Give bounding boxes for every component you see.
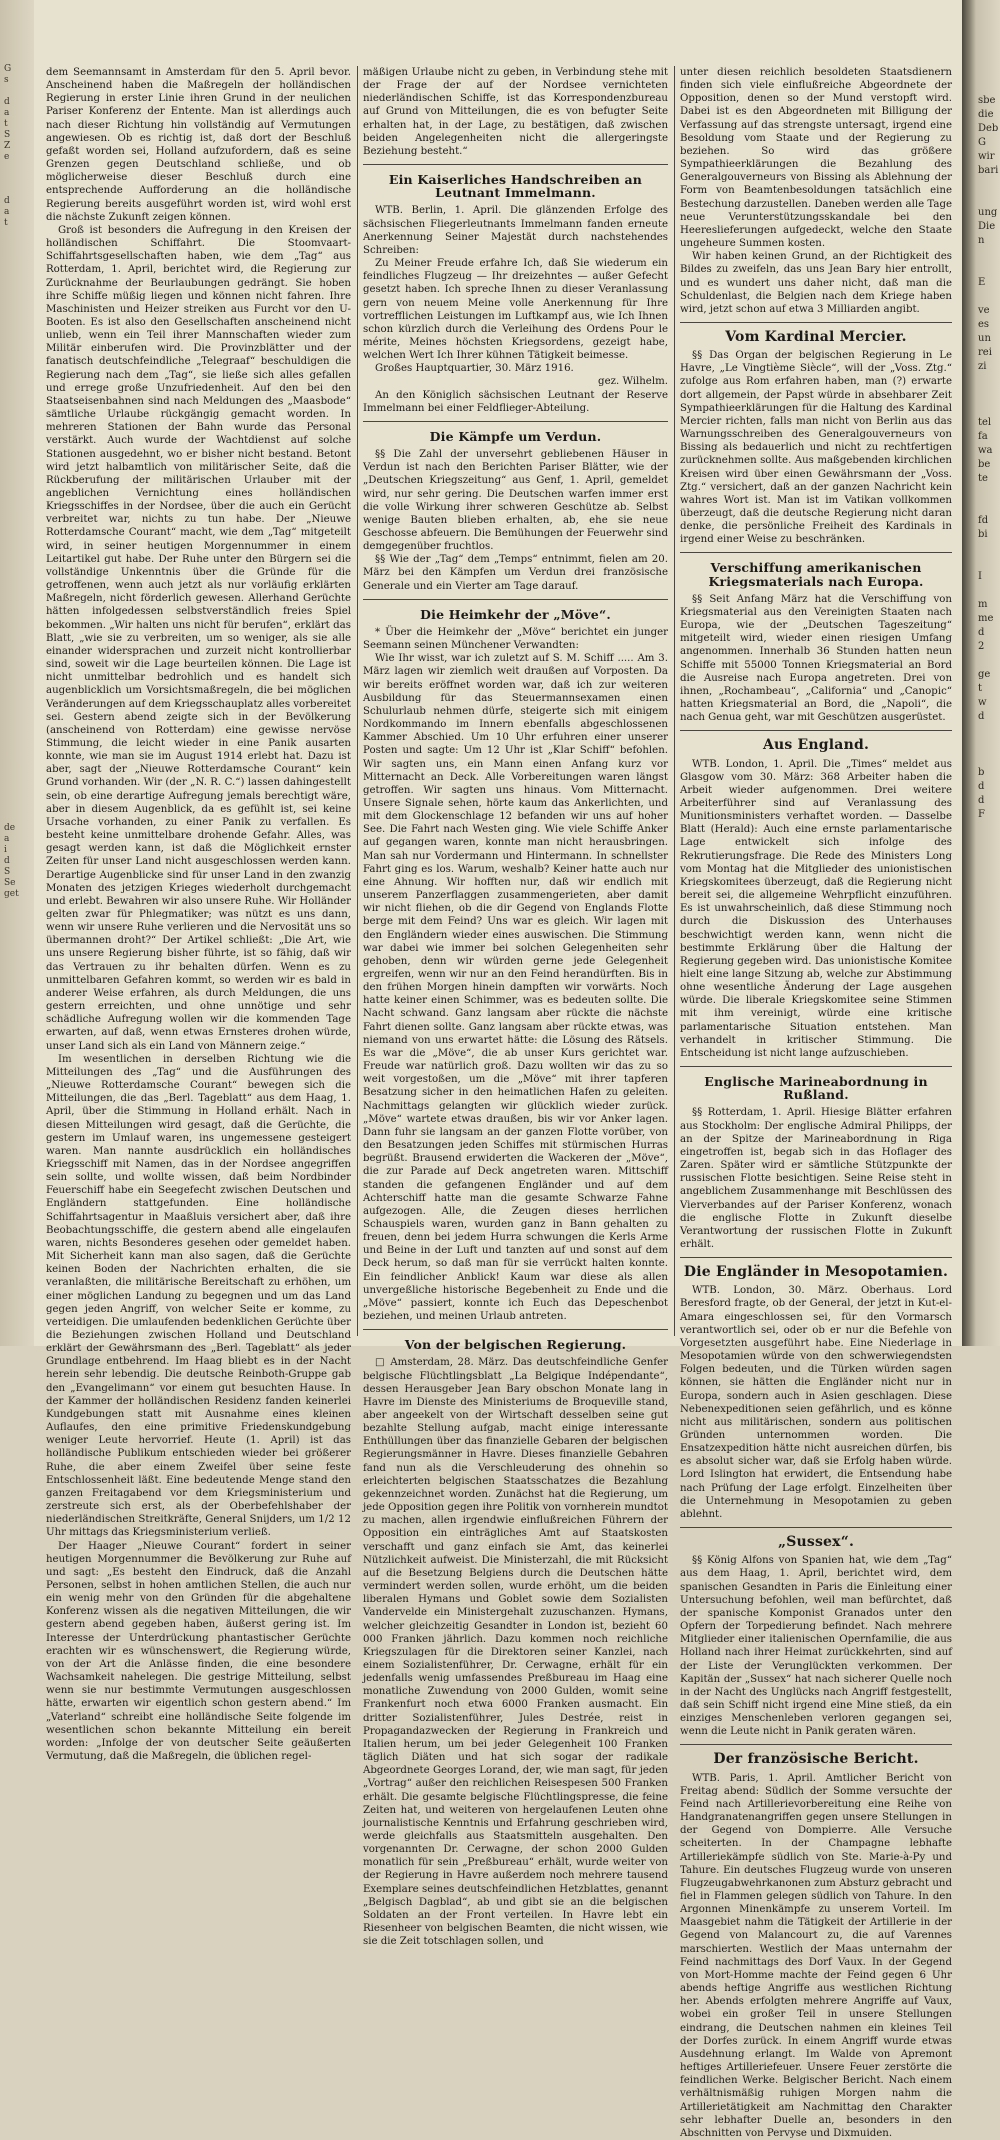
french-report-paragraph: WTB. Paris, 1. April. Amtlicher Bericht von Freitag abend: Südlich der Somme versuchte der Feind nach Artillerievorbereitung eine Reihe von Handgranatenangriffen gegen unsere Stellungen in der Gegend von Dompierre. Alle Versuche scheiterten. In der Champagne lebhafte Artilleriekämpfe südlich von Ste. Marie-à-Py und Tahure. Ein deutsches Flugzeug wurde von unseren Flugzeugabwehrkanonen zum Absturz gebracht und fiel in Flammen gelegen südlich von Tahure. In den Argonnen Minenkämpfe zu unserem Vorteil. Im Maasgebiet nahm die Tätigkeit der Artillerie in der Gegend von Malancourt zu, die auf Varennes marschierten. Westlich der Maas unternahm der Feind nachmittags des Dorf Vaux. In der Gegend von Mort-Homme machte der Feind gegen 6 Uhr abends heftige Angriffe aus westlichen Richtung her. Abends erfolgten mehrere Angriffe auf Vaux, wobei ein großer Teil in unsere Stellungen eindrang, die Deutschen nahmen ein kleines Teil der Dorfes zurück. In einem Angriff wurde etwas Ausdehnung erlangt. Im Walde von Apremont heftiges Artilleriefeuer. Unsere Feuer zerstörte die feindlichen Werke. Belgischer Bericht. Nach einem verhältnismäßig ruhigen Morgen nahm die Artillerietätigkeit am Nachmittag den Charakter sehr lebhafter Duelle an, besonders in den Abschnitten von Pervyse und Dixmuiden. [680,1772,952,2139]
col1-paragraph-2: Groß ist besonders die Aufregung in den Kreisen der holländischen Schiffahrt. Die Stoomvaart-Schiffahrtsgesellschaften haben, wie dem „Tag“ aus Rotterdam, 1. April, berichtet wird, die Regierung zur Zurücknahme der Beurlaubungen gedrängt. Sie hoben ihre Schiffe müßig liegen und können nicht fahren. Ihre Maschinisten und Heizer streiken aus Furcht vor den U-Booten. Es ist also den Gesellschaften anscheinend nicht unlieb, wenn ein Teil ihrer Mannschaften wieder zum Militär einberufen wird. Die Provinzblätter und der fanatisch deutschfeindliche „Telegraaf“ beschuldigen die Regierung nach dem „Tag“, sie ließe sich alles gefallen und errege große Unzufriedenheit. Auf den bei den Staatseisenbahnen sind nach Meldungen des „Maasbode“ sämtliche Urlaube rückgängig gemacht worden. In mehreren Stationen der Bahn wurde das Personal verstärkt. Auch wurde der Wachtdienst auf solche Stationen ausgedehnt, wo er bisher nicht bestand. Betont wird jetzt halbamtlich von militärischer Seite, daß die Rückberufung der militärischen Urlauber mit der angeblichen Vernichtung eines holländischen Kriegsschiffes in der Nordsee, über die auch ein Gerücht verbreitet war, nichts zu tun habe. Der „Nieuwe Rotterdamsche Courant“ macht, wie dem „Tag“ mitgeteilt wird, in seiner heutigen Morgennummer in einem Leitartikel gut habe. Der Ruhe unter den Bürgern sei die vollständige Unkenntnis über die Gründe für die getroffenen, wenn auch jetzt als nur vorläufig erklärten Maßregeln, nicht förderlich gewesen. Allerhand Gerüchte hätten infolgedessen selbstverständlich freies Spiel bekommen. „Wir halten uns nicht für berufen“, erklärt das Blatt, „wie sie zu verbreiten, um so weniger, als sie alle einander widersprachen und zurzeit nicht kontrollierbar sind, soweit wir die Lage beurteilen können. Die Lage ist nicht unmittelbar bedrohlich und es handelt sich augenblicklich um Vorsichtsmaßregeln, die bei möglichen Veränderungen auf dem Kriegsschauplatz alles vorbereitet sei. Gestern abend zeigte sich in der Bevölkerung (anscheinend von Rotterdam) eine gewisse nervöse Stimmung, die leicht wieder in eine Panik ausarten konnte, wie man sie im August 1914 erlebt hat. Dazu ist aber, sagt der „Nieuwe Rotterdamsche Courant“ kein Grund vorhanden. Wir (der „N. R. C.“) lassen dahingestellt sein, ob eine derartige Aufregung jemals berechtigt wäre, aber in diesem Augenblick, da es gefühlt ist, sei keine Ursache vorhanden, zu einer Panik zu verfallen. Es besteht keine unmittelbare drohende Gefahr. Alles, was gesagt werden kann, ist daß die Möglichkeit ernster Zeiten für unser Land nicht ausgeschlossen werden kann. Derartige Augenblicke sind für unser Land in den zwanzig Monaten des jetzigen Krieges wiederholt durchgemacht und erlebt. Bewahren wir also unsere Ruhe. Wir Holländer gelten zwar für Phlegmatiker; was nützt es uns dann, wenn wir unsere Ruhe verlieren und die Nervosität uns so übermannen droht?“ Der Artikel schließt: „Die Art, wie uns unsere Regierung bisher führte, ist so fähig, daß wir das Vertrauen zu ihr behalten dürfen. Wenn es zu unmittelbaren Gefahren kommt, so werden wir es bald in anderer Weise erfahren, als durch Meldungen, die uns gestern erreichten, und ohne unnötige und sehr schädliche Aufregung wollen wir die kommenden Tage erwarten, auf daß, wenn etwas Ernsteres drohen würde, unser Land sich als ein Land von Männern zeige.“ [46,224,351,1052]
headline-sussex: „Sussex“. [777,1534,855,1551]
shipping-paragraph: §§ Seit Anfang März hat die Verschiffung von Kriegsmaterial aus den Vereinigten Staaten nach Europa, wie der „Deutschen Tageszeitung“ mitgeteilt wird, wieder einen riesigen Umfang angenommen. Innerhalb 36 Stunden hatten neun Schiffe mit 55000 Tonnen Kriegsmaterial an Bord die Ausreise nach Europa angetreten. Drei von ihnen, „Rochambeau“, „California“ und „Canopic“ hatten Kriegsmaterial an Bord, die „Napoli“, die nach Genua geht, war mit Geschützen ausgerüstet. [680,593,952,724]
separator [680,1744,952,1745]
right-page-edge [962,0,1000,1346]
headline-mercier: Vom Kardinal Mercier. [725,328,907,345]
column-2 [363,66,668,1948]
col1-paragraph-3: Im wesentlichen in derselben Richtung wie die Mitteilungen des „Tag“ und die Ausführungen des „Nieuwe Rotterdamsche Courant“ bewegen sich die Mitteilungen, die das „Berl. Tageblatt“ aus dem Haag, 1. April, über die Stimmung in Holland erhält. Nach in diesen Mitteilungen wird gesagt, daß die Gerüchte, die gestern im Umlauf waren, ins ungemessene gesteigert waren. Man nannte ausdrücklich ein holländisches Kriegsschiff mit Namen, das in der Nordsee angegriffen sein sollte, und wollte wissen, daß beim Nordbinder Feuerschiff habe ein Seegefecht zwischen Deutschen und Engländern stattgefunden. Eine holländische Schiffahrtsagentur in Maaßluis versichert aber, daß ihre Beobachtungsschiffe, die gestern abend alle eingelaufen waren, nichts Besonderes gesehen oder gemeldet haben. Mit Sicherheit kann man also sagen, daß die Gerüchte keinen Boden der Nachrichten erhalten, die sie veranlaßten, die militärische Bereitschaft zu erhöhen, um einer möglichen Landung zu begegnen und um das Land gegen jeden Angriff, von welcher Seite er komme, zu verteidigen. Die umlaufenden bedenklichen Gerüchte über die Beziehungen zwischen Holland und Deutschland erklärt der Gewährsmann des „Berl. Tageblatt“ als jeder Grundlage entbehrend. Im Haag bliebt es in der Nacht herein sehr lebendig. Die deutsche Reinboth-Gruppe gab den „Evangelimann“ vor einem gut besuchten Hause. In der Kammer der holländischen Residenz fanden keinerlei Kundgebungen statt mit Ausnahme eines kleinen Auflaufes, den eine primitive Friedenskundgebung weniger Leute hervorrief. Heute (1. April) ist das holländische Publikum entschieden wieder bei größerer Ruhe, die aber einem Zweifel über seine feste Entschlossenheit läßt. Eine bedeutende Menge stand den ganzen Freitagabend vor dem Kriegsministerium und zerstreute sich erst, als der Oberbefehlshaber der niederländischen Streitkräfte, General Snijders, um 1/2 12 Uhr mittags das Kriegsministerium verließ. [46,1053,351,1539]
headline-moewe: Die Heimkehr der „Möve“. [420,606,611,622]
immelmann-signature-place: Großes Hauptquartier, 30. März 1916. [375,363,574,375]
separator [680,552,952,553]
column-1 [46,66,351,1762]
separator [680,1066,952,1067]
col3-lead-2: Wir haben keinen Grund, an der Richtigkeit des Bildes zu zweifeln, das uns Jean Bary hier entrollt, und es wundert uns daher nicht, daß man die Schuldenlast, die Belgien nach dem Kriege haben wird, jetzt schon auf etwa 3 Milliarden angibt. [680,251,952,315]
left-edge-fragments: G s d a t S Z e d a t de a i d S Se get [4,64,19,899]
sussex-paragraph: §§ König Alfons von Spanien hat, wie dem „Tag“ aus dem Haag, 1. April, berichtet wird, dem spanischen Gesandten in Paris die Einleitung einer Untersuchung befohlen, weil man befürchtet, daß der spanische Komponist Granados unter den Opfern der Torpedierung befindet. Nach mehrere Mitglieder einer italienischen Opernfamilie, die aus Holland nach ihrer Heimat zurückkehrten, sind auf der Liste der Verunglückten verkommen. Der Kapitän der „Sussex“ hat nach sicherer Quelle noch in der Nacht des Unglücks nach Angriff festgestellt, daß sein Schiff nicht irgend eine Mine stieß, da ein einziges Menschenleben verloren gegangen sei, wenn die Leute nicht in Panik geraten wären. [680,1555,952,1738]
separator [363,164,668,165]
england-paragraph: WTB. London, 1. April. Die „Times“ meldet aus Glasgow vom 30. März: 368 Arbeiter haben die Arbeit wieder aufgenommen. Drei weitere Arbeiterführer sind auf Veranlassung des Munitionsministers verhaftet worden. — Dasselbe Blatt (Herald): Auch eine ernste parlamentarische Lage entwickelt sich infolge des Rekrutierungsfrage. Die Rede des Ministers Long vom Montag hat die Mitglieder des unionistischen Kriegskomitees überzeugt, daß die Regierung nicht bereit sei, die allgemeine Wehrpflicht einzuführen. Es ist unwahrscheinlich, daß diese Stimmung noch durch die Diskussion des Unterhauses beschwichtigt werden kann, wenn nicht die bestimmte Erklärung über die Haltung der Regierung gegeben wird. Das unionistische Komitee hielt eine lange Sitzung ab, welche zur Abstimmung ohne wesentliche Änderung der Lage ausgehen würde. Die liberale Kriegskomitee seine Stimmen mit ihm vereinigt, würde eine kritische parlamentarische Situation entstehen. Man verhandelt in kritischer Stimmung. Die Entscheidung ist nicht lange aufzuschieben. [680,758,952,1059]
col3-lead: unter diesen reichlich besoldeten Staatsdienern finden sich viele einflußreiche Abgeordnete der Opposition, denen so der Mund verstopft wird. Dabei ist es den Abgeordneten mit Billigung der Verfassung auf das strengste untersagt, irgend eine Besoldung vom Staate und der Regierung zu beziehen. So wird das größere Sympathieerklärungen die Bezahlung des Generalgouverneurs von Bissing als Ablehnung der Form von Beamtenbesoldungen tatsächlich eine Bestechung darzustellen. Daneben werden alle Tage neue Verunterstützungsskandale bei den Heereslieferungen aufgedeckt, welche den Staate ungeheure Summen kosten. [680,67,952,250]
moewe-paragraph-1: * Über die Heimkehr der „Möve“ berichtet ein junger Seemann seinen Münchener Verwandten: [363,626,668,652]
separator [363,421,668,422]
column-3 [680,66,952,2139]
separator [680,322,952,323]
immelmann-paragraph-2: Zu Meiner Freude erfahre Ich, daß Sie wiederum ein feindliches Flugzeug — Ihr dreizehntes — außer Gefecht gesetzt haben. Ich spreche Ihnen zu dieser Veranlassung gern von neuem Meine volle Anerkennung für Ihre vortrefflichen Leistungen im Luftkampf aus, wie Ich Ihnen schon kürzlich durch die Verleihung des Ordens Pour le mérite, Meines höchsten Kriegsordens, gezeigt habe, welchen Wert Ich Ihrer kühnen Tätigkeit beimesse. [363,258,668,362]
column-rule-2 [674,66,675,1336]
separator [363,599,668,600]
verdun-paragraph-1: §§ Die Zahl der unversehrt gebliebenen Häuser in Verdun ist nach den Berichten Pariser Blätter, wie der „Deutschen Kriegszeitung“ aus Genf, 1. April, gemeldet wird, nur sehr gering. Die Deutschen warfen immer erst die volle Wirkung ihrer schweren Geschütze ab. Selbst wenige Bauten blieben erhalten, ab, ehe sie neue Geschosse abfeuern. Die Bemühungen der Feuerwehr sind demgegenüber fruchtlos. [363,449,668,553]
headline-mesopotamia: Die Engländer in Mesopotamien. [683,1264,949,1281]
right-edge-fragments: sbe die Deb G wir bari ung Die n E ve es un rei zi tel fa wa be te fd bi I m me d 2 ge t w d b d d F [978,95,999,820]
mesopotamia-paragraph: WTB. London, 30. März. Oberhaus. Lord Beresford fragte, ob der General, der jetzt in Kut-el-Amara eingeschlossen sei, für den Vormarsch verantwortlich sei, oder ob er nur die Befehle von Vorgesetzten ausgeführt habe. Eine Niederlage in Mesopotamien würde von den schwerwiegendsten Folgen bedeuten, und die Türken würden sagen können, sie hätten die Engländer nicht nur in Europa, sondern auch in Asien geschlagen. Diese Nebenexpeditionen seien gefährlich, und es könne nicht aus militärischen, sondern aus politischen Gründen unternommen worden. Die Ensatzexpedition hätte nicht ausreichen dürfen, bis es absolut sicher war, daß sie Erfolg haben würde. Lord Islington hat erwidert, die Entsendung habe nach Prüfung der Lage erfolgt. Einzelheiten über die Unternehmung in Mesopotamien zu geben ablehnt. [680,1285,952,1520]
column-rule-1 [357,66,358,1336]
russia-paragraph: §§ Rotterdam, 1. April. Hiesige Blätter erfahren aus Stockholm: Der englische Admiral Philipps, der an der Spitze der Marineabordnung in Riga eingetroffen ist, begab sich in das Hoflager des Zaren. Später wird er sämtliche Stützpunkte der russischen Flotte besichtigen. Seine Reise steht in angeblichem Zusammenhange mit Beschlüssen des Vierverbandes auf der Pariser Konferenz, wonach die englische Flotte in Zukunft dieselbe Verantwortung der russischen Flotte in Zukunft erhält. [680,1107,952,1250]
left-page-edge [0,0,34,1346]
col1-paragraph-1: dem Seemannsamt in Amsterdam für den 5. April bevor. Anscheinend haben die Maßregeln der holländischen Regierung in erster Linie ihren Grund in der neulichen Pariser Konferenz der Entente. Man ist allerdings auch nach dieser Richtung hin vollständig auf Vermutungen angewiesen. Ob es richtig ist, daß dort der Beschluß gefaßt worden sei, Holland aufzufordern, daß es seine Grenzen gegen Deutschland schließe, und ob möglicherweise dieser Beschluß durch eine entsprechende Aufforderung an die holländische Regierung bereits ausgeführt worden ist, wird wohl erst die nächste Zukunft zeigen können. [46,67,351,223]
headline-immelmann: Ein Kaiserliches Handschreiben an Leutnant Immelmann. [388,172,643,201]
immelmann-signature: gez. Wilhelm. [598,376,668,388]
headline-england: Aus England. [762,737,870,754]
verdun-paragraph-2: §§ Wie der „Tag“ dem „Temps“ entnimmt, fielen am 20. März bei den Kämpfen um Verdun drei französische Generale und ein Vierter am Tage darauf. [363,554,668,592]
separator [680,1527,952,1528]
separator [680,1257,952,1258]
immelmann-paragraph-1: WTB. Berlin, 1. April. Die glänzenden Erfolge des sächsischen Fliegerleutnants Immelmann fanden erneute Anerkennung Seiner Majestät durch nachstehendes Schreiben: [363,205,668,256]
immelmann-address: An den Königlich sächsischen Leutnant der Reserve Immelmann bei einer Feldflieger-Abteilung. [363,389,668,414]
moewe-paragraph-2: Wie Ihr wisst, war ich zuletzt auf S. M. Schiff ..... Am 3. März lagen wir ziemlich weit draußen auf Vorposten. Da wir bereits eröffnet worden war, daß ich zur weiteren Ausbildung für das Steuermannsexamen einen Schulurlaub nehmen dürfe, steigerte sich mit einigem Nordkommando im Innern ebenfalls abgeschlossenen Kammer Abschied. Um 10 Uhr erfuhren einer unserer Posten und sagte: Um 12 Uhr ist „Klar Schiff“ befohlen. Wir sagten uns, ein Mann einen Anfang kurz vor Mitternacht an Deck. Alle Vorbereitungen waren längst getroffen. Wir sagten uns hinaus. Vom Mitternacht. Unsere Signale sehen, hörte kaum das Ankerlichten, und mit dem Glockenschlage 12 befanden wir uns auf hoher See. Die Fahrt nach Westen ging. Wie viele Schiffe Anker auf gegangen waren, konnte man nicht herausbringen. Man sah nur Vordermann und Hintermann. In schnellster Fahrt ging es los. Warum, weshalb? Keiner hatte auch nur eine Ahnung. Wir hofften nur, daß wir endlich mit unserem Panzerflaggen zusammengerieten, aber damit wir nicht fliehen, ob die dir Gegend von Englands Flotte berge mit dem Feind? Uns war es gleich. Wir lagen mit den Engländern wieder eines auswischen. Die Stimmung war dabei wie immer bei solchen Gelegenheiten sehr gehoben, denn wir würden gerne jede Gelegenheit ergreifen, wenn wir nur an den Feind herandürften. Bis in den frühen Morgen hinein dampften wir vorwärts. Noch hatte keiner einen Schimmer, was es bedeuten sollte. Die Nacht schwand. Ganz langsam aber rückte die nächste Fahrt dienen sollte. Ganz langsam aber rückte etwas, was niemand von uns erwartet hätte: die Lösung des Rätsels. Es war die „Möve“, die ab unser Kurs gerichtet war. Freude war natürlich groß. Dazu wollten wir das zu so weit vorgestoßen, um die „Möve“ mit ihrer tapferen Besatzung sicher in den heimatlichen Hafen zu geleiten. Nachmittags gelangten wir glücklich wieder zurück. „Möve“ wartete etwas draußen, bis wir vor Anker lagen. Dann fuhr sie langsam an der ganzen Flotte vorüber, von den Besatzungen jeden Schiffes mit stürmischen Hurras begrüßt. Brausend erwiderten die Wackeren der „Möve“, die zur Parade auf Deck angetreten waren. Mittschiff standen die gefangenen Engländer und auf dem Achterschiff hatte man die gesamte Schwarze Fahne aufgezogen. Alle, die Zeugen dieses herrlichen Schauspiels waren, wurden ganz in Bann gehalten zu freuen, denn bei jedem Hurra schwungen die Kerls Arme und Beine in der Luft und tanzten auf und sonst auf dem Deck herum, so daß man für sie verrückt halten konnte. Ein feindlicher Anblick! Kaum war diese als allen unvergeßliche historische Begebenheit zu Ende und die „Möve“ passiert, konnte ich Euch das Depeschenbot beziehen, und meinen Urlaub antreten. [363,653,668,1323]
col2-lead: mäßigen Urlaube nicht zu geben, in Verbindung stehe mit der Frage der auf der Nordsee vernichteten niederländischen Schiffe, ist das Korrespondenzbureau auf Grund von Mitteilungen, die es von befugter Seite erhalten hat, in der Lage, zu bestätigen, daß zwischen beiden Angelegenheiten nicht die allergeringste Beziehung besteht.“ [363,67,668,157]
headline-belgian-government: Von der belgischen Regierung. [404,1337,627,1353]
headline-shipping: Verschiffung amerikanischen Kriegsmaterials nach Europa. [708,560,924,589]
separator [363,1329,668,1330]
mercier-paragraph: §§ Das Organ der belgischen Regierung in Le Havre, „Le Vingtième Siècle“, will der „Voss. Ztg.“ zufolge aus Rom erfahren haben, man (?) erwarte dort allgemein, der Papst würde in absehbarer Zeit Sympathieerklärungen für die Haltung des Kardinal Mercier richten, falls man nicht von Berlin aus das Warnungsschreiben des Generalgouverneurs von Bissing als bedauerlich und nicht zu rechtfertigen zurücknehmen sollte. Aus maßgebenden kirchlichen Kreisen wird über einen Gewährsmann der „Voss. Ztg.“ versichert, daß an der ganzen Nachricht kein wahres Wort ist. Man ist im Vatikan vollkommen überzeugt, daß die deutsche Regierung nicht daran denke, die persönliche Freiheit des Kardinals in irgend einer Weise zu beschränken. [680,350,952,546]
headline-russia: Englische Marineabordnung in Rußland. [704,1074,928,1103]
col1-paragraph-4: Der Haager „Nieuwe Courant“ fordert in seiner heutigen Morgennummer die Bevölkerung zur Ruhe auf und sagt: „Es besteht den Eindruck, daß die Anzahl Personen, selbst in hohen amtlichen Stellen, die auch nur ein wenig mehr von den Gründen für die abgehaltene Konferenz wissen als die negativen Mitteilungen, die wir gestern abend gegeben haben, äußerst gering ist. Im Interesse der Unterdrückung phantastischer Gerüchte erachten wir es wünschenswert, die Regierung würde, von der Art die Anlässe finden, die eine besondere Wachsamkeit nahelegen. Die gestrige Mitteilung, selbst wenn sie nur bestimmte Vermutungen ausgeschlossen hätte, erwarten wir eigentlich schon gestern abend.“ Im „Vaterland“ schreibt eine holländische Seite folgende im wesentlichen schon bekannte Mitteilung ein bereit worden: „Infolge der von deutscher Seite geäußerten Vermutung, daß die Maßregeln, die üblichen regel- [46,1540,351,1762]
headline-verdun: Die Kämpfe um Verdun. [429,428,602,444]
headline-french-report: Der französische Bericht. [713,1751,919,1768]
separator [680,730,952,731]
belgian-government-paragraph: □ Amsterdam, 28. März. Das deutschfeindliche Genfer belgische Flüchtlingsblatt „La Belgique Indépendante“, dessen Herausgeber Jean Bary obschon Monate lang in Havre im Dienste des Ministeriums de Broqueville stand, aber angeekelt von der Wirtschaft desselben seine gut bezahlte Stellung aufgab, macht einige interessante Enthüllungen über das finanzielle Gebaren der belgischen Regierungsmänner in Havre. Dieses finanzielle Gebahren fand nun als die Verschleuderung des ohnehin so erleichterten belgischen Staatsschatzes die Bezahlung gekennzeichnet worden. Zunächst hat die Regierung, um jede Opposition gegen ihre Politik von vornherein mundtot zu machen, allen irgendwie einflußreichen Führern der Opposition ein einträgliches Amt auf Staatskosten verschafft und ganz einfach sie Amt, das keinerlei Nützlichkeit aufweist. Die Ministerzahl, die mit Rücksicht auf die Besetzung Belgiens durch die Deutschen hätte vermindert werden sollen, wurde erhöht, um die beiden liberalen Hymans und Goblet sowie dem Sozialisten Vandervelde ein Ministergehalt zuzuschanzen. Hymans, welcher gleichzeitig Gesandter in London ist, bezieht 60 000 Franken jährlich. Dazu kommen noch reichliche Kriegszulagen für die Direktoren seiner Kanzlei, nach einem Sozialistenführer, Dr. Cerwagne, erhält für ein jedenfalls wenig umfassendes Preßbureau im Haag eine monatliche Zuwendung von 2000 Gulden, womit seine Frankenfurt noch etwa 6000 Franken ausmacht. Ein dritter Sozialistenführer, Jules Destrée, reist in Propagandazwecken der Regierung in Frankreich und Italien herum, um bei jeder Gelegenheit 100 Franken täglich Diäten und hat sich sogar der radikale Abgeordnete Georges Lorand, der, wie man sagt, für jeden „Vortrag“ außer den reichlichen Reisespesen 500 Franken erhält. Die gesamte belgische Flüchtlingspresse, die feine Zeiten hat, und weiteren von hergelaufenen Leuten ohne journalistische Kenntnis und Erfahrung geschrieben wird, werde gleichfalls aus Staatsmitteln ausgehalten. Den vorgenannten Dr. Cerwagne, der schon 2000 Gulden monatlich für sein „Preßbureau“ erhält, wurde weiter von der Regierung in Havre außerdem noch mehrere tausend Exemplare seines deutschfeindlichen Hetzblattes, genannt „Belgisch Dagblad“, ab und gibt sie an die belgischen Soldaten an der Front verteilen. In Havre lebt ein Riesenheer von belgischen Beamten, die nicht wissen, wie sie die Zeit totschlagen sollen, und [363,1357,668,1948]
